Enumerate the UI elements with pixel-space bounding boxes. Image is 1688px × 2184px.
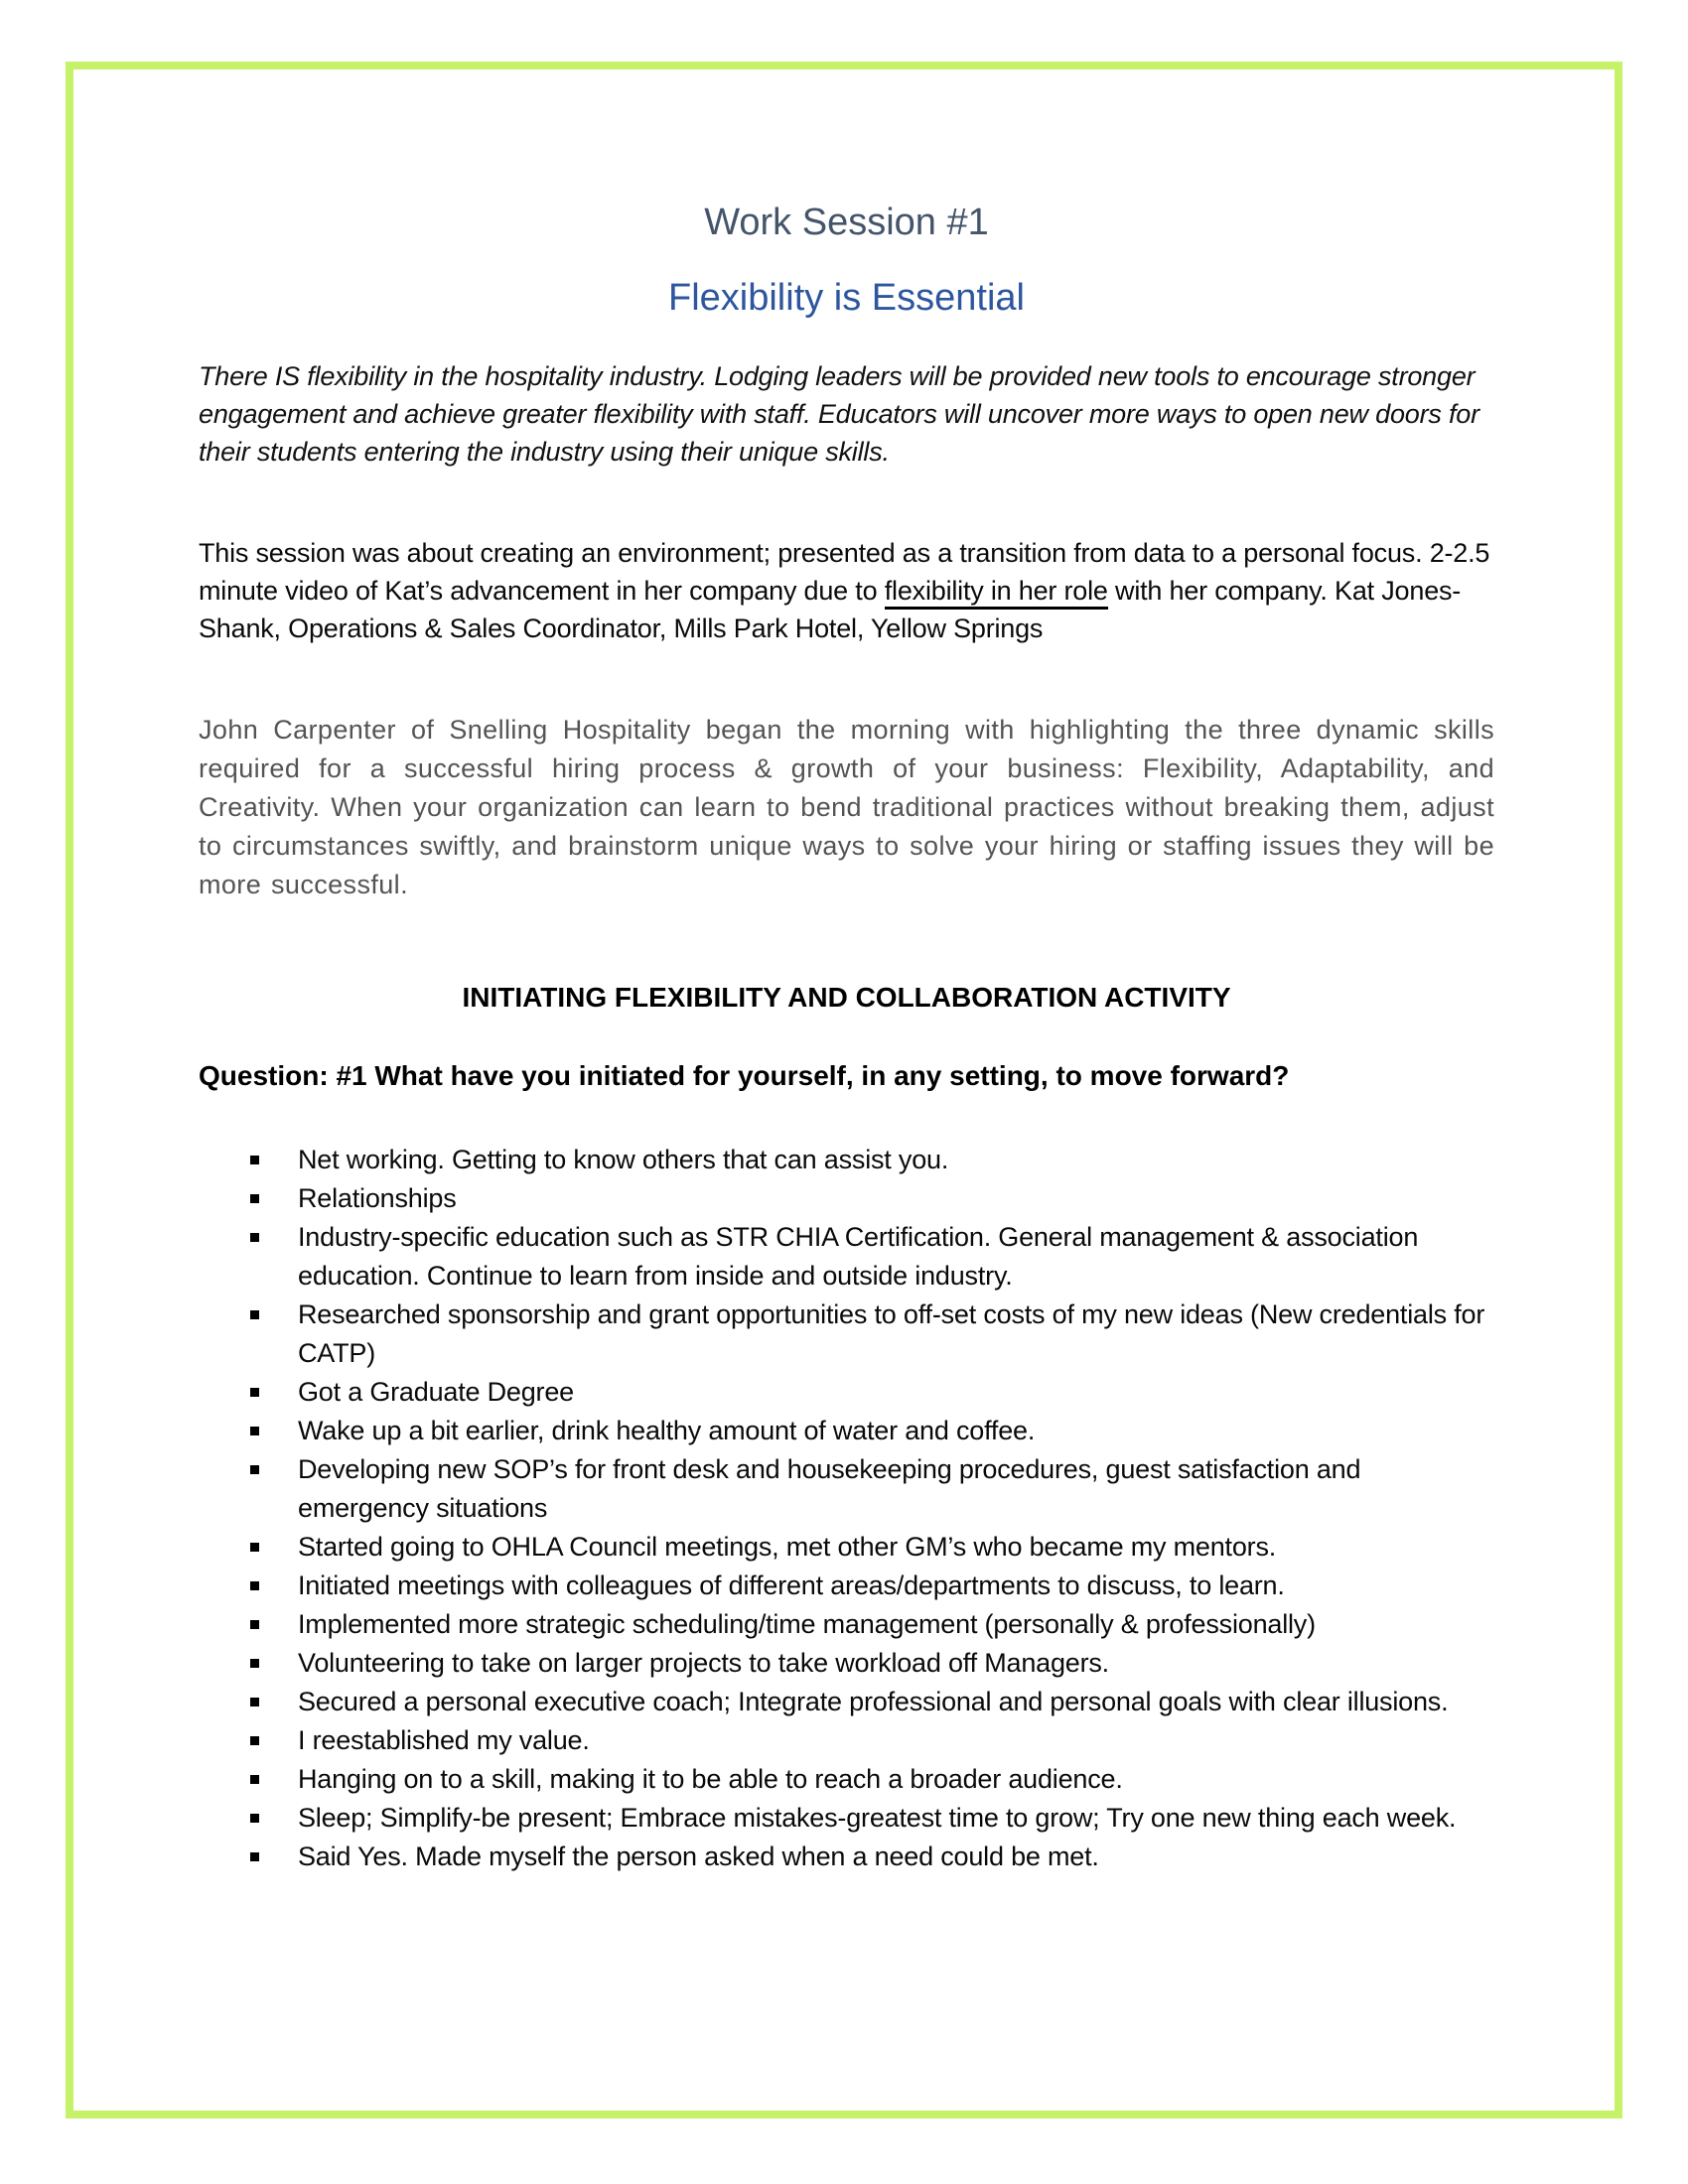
list-item [199,1141,1494,1179]
square-bullet-icon [250,1852,259,1861]
list-item-text: Researched sponsorship and grant opportunities to off-set costs of my new ideas (New credentials for CATP) [298,1299,1485,1368]
question-heading: Question: #1 What have you initiated for yourself, in any setting, to move forward? [199,1060,1290,1091]
list-item-text: I reestablished my value. [298,1725,590,1755]
list-item [199,1373,1494,1412]
intro-paragraph: There IS flexibility in the hospitality industry. Lodging leaders will be provided new tools to encourage stronger engagement and achieve greater flexibility with staff. Educators will uncover more ways to open new doors for their students entering the industry using their unique skills. [199,361,1479,467]
initiatives-list [199,1141,1494,1876]
square-bullet-icon [250,1310,259,1319]
list-item-text: Wake up a bit earlier, drink healthy amount of water and coffee. [298,1416,1036,1445]
square-bullet-icon [250,1427,259,1435]
square-bullet-icon [250,1581,259,1590]
list-item-text: Developing new SOP’s for front desk and housekeeping procedures, guest satisfaction and emergency situations [298,1454,1361,1523]
page-subtitle: Flexibility is Essential [668,277,1025,319]
square-bullet-icon [250,1620,259,1629]
square-bullet-icon [250,1659,259,1668]
square-bullet-icon [250,1775,259,1784]
list-item-text: Implemented more strategic scheduling/time management (personally & professionally) [298,1609,1316,1639]
list-item-text: Volunteering to take on larger projects to take workload off Managers. [298,1648,1109,1678]
square-bullet-icon [250,1194,259,1203]
list-item-text: Said Yes. Made myself the person asked when a need could be met. [298,1842,1099,1871]
list-item [199,1412,1494,1450]
list-item-text: Initiated meetings with colleagues of different areas/departments to discuss, to learn. [298,1570,1285,1600]
session-text-after: with her company. Kat Jones-Shank, Operations & Sales Coordinator, Mills Park Hotel, Yellow Springs [199,576,1462,643]
list-item [199,1528,1494,1567]
underlined-phrase: flexibility in her role [885,576,1108,610]
list-item [199,1567,1494,1605]
list-item [199,1838,1494,1876]
list-item-text: Secured a personal executive coach; Integrate professional and personal goals with clear illusions. [298,1687,1449,1716]
square-bullet-icon [250,1814,259,1823]
list-item [199,1179,1494,1218]
list-item [199,1644,1494,1683]
document-page [199,0,1494,1876]
list-item-text: Net working. Getting to know others that can assist you. [298,1145,949,1174]
list-item-text: Relationships [298,1183,457,1213]
carpenter-paragraph: John Carpenter of Snelling Hospitality began the morning with highlighting the three dynamic skills required for a successful hiring process & growth of your business: Flexibility, Adaptability, and Creativity. When your organization can learn to bend traditional practices without breaking them, adjust to circumstances swiftly, and brainstorm unique ways to solve your hiring or staffing issues they will be more successful. [199,715,1494,899]
square-bullet-icon [250,1233,259,1242]
square-bullet-icon [250,1543,259,1552]
square-bullet-icon [250,1698,259,1706]
list-item [199,1760,1494,1799]
square-bullet-icon [250,1388,259,1397]
list-item-text: Industry-specific education such as STR CHIA Certification. General management & association education. Continue to learn from inside and outside industry. [298,1222,1419,1291]
list-item-text: Sleep; Simplify-be present; Embrace mistakes-greatest time to grow; Try one new thing each week. [298,1803,1457,1833]
list-item-text: Started going to OHLA Council meetings, met other GM’s who became my mentors. [298,1532,1277,1562]
list-item [199,1450,1494,1528]
session-paragraph [199,534,1494,647]
list-item [199,1218,1494,1296]
session-text-before: This session was about creating an environment; presented as a transition from data to a personal focus. 2-2.5 minute video of Kat’s advancement in her company due to [199,538,1490,606]
list-item [199,1799,1494,1838]
list-item [199,1296,1494,1373]
list-item-text: Got a Graduate Degree [298,1377,574,1407]
list-item-text: Hanging on to a skill, making it to be able to reach a broader audience. [298,1764,1123,1794]
square-bullet-icon [250,1736,259,1745]
square-bullet-icon [250,1465,259,1474]
list-item [199,1605,1494,1644]
list-item [199,1721,1494,1760]
square-bullet-icon [250,1156,259,1164]
page-title: Work Session #1 [704,202,989,243]
list-item [199,1683,1494,1721]
activity-heading: INITIATING FLEXIBILITY AND COLLABORATION ACTIVITY [462,982,1231,1013]
